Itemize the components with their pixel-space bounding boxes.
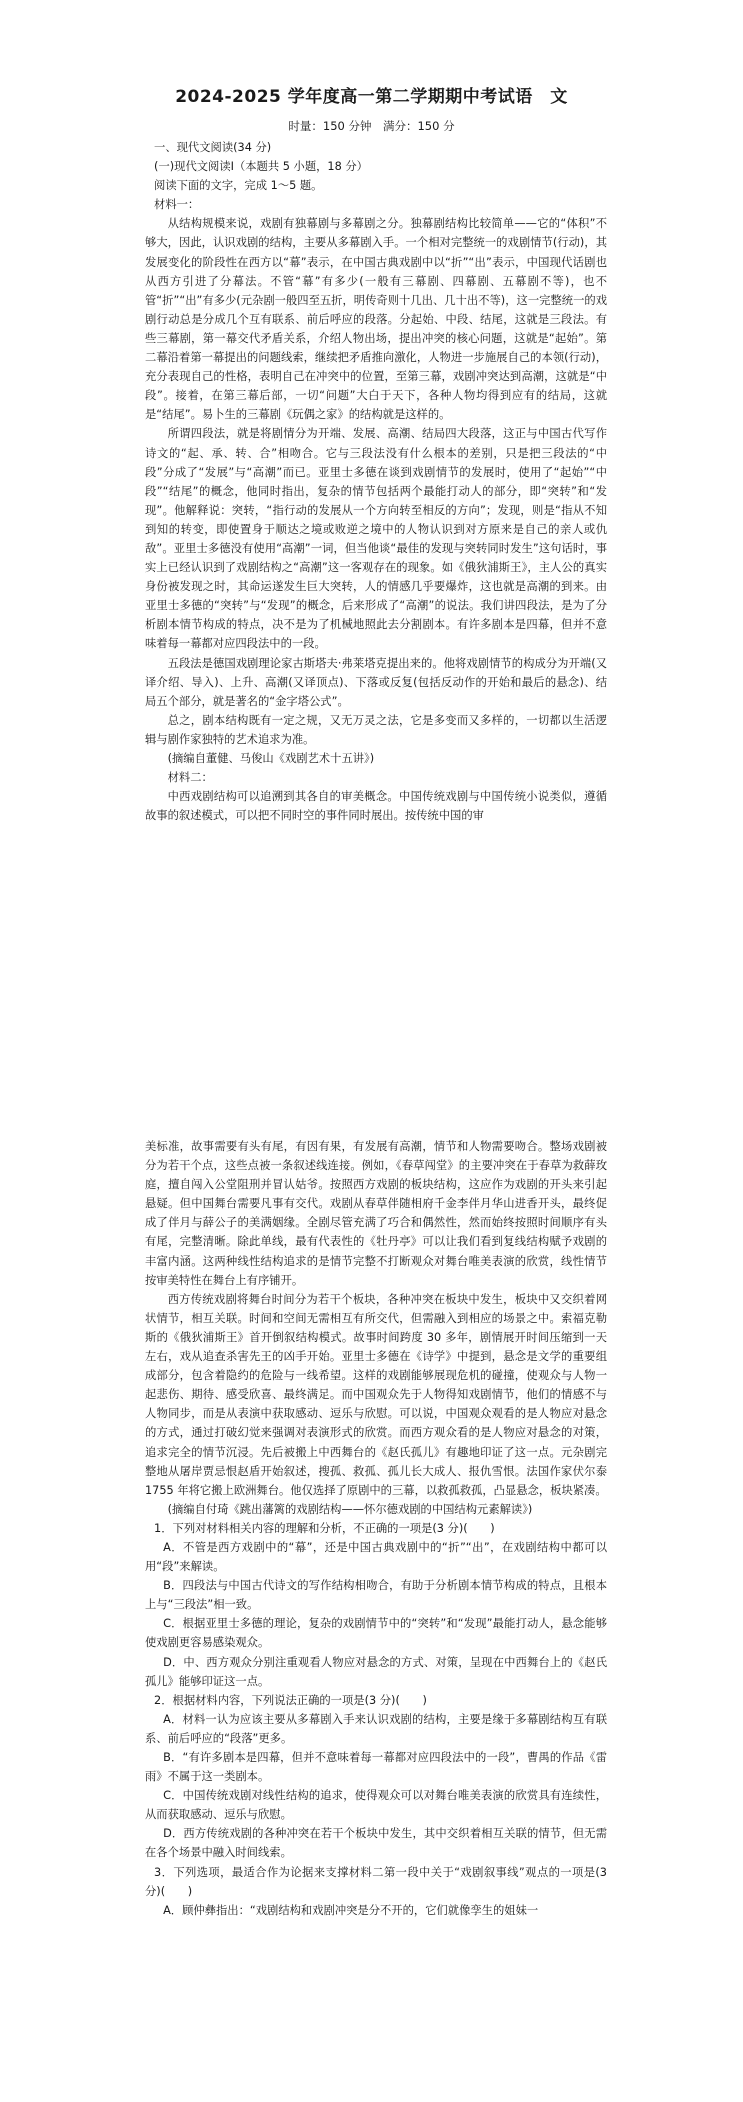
option-1c: C．根据亚里士多德的理论，复杂的戏剧情节中的“突转”和“发现”最能打动人，悬念能够使戏剧更容易感染观众。 (145, 1617, 607, 1650)
material-two-label: 材料二： (167, 771, 213, 785)
question-2: 2．根据材料内容，下列说法正确的一项是(3 分)( ) (154, 1693, 427, 1707)
option-2b: B．“有许多剧本是四幕，但并不意味着每一幕都对应四段法中的一段”，曹禺的作品《雷雨》不属于这一类剧本。 (145, 1751, 607, 1784)
option-1b: B．四段法与中国古代诗文的写作结构相吻合，有助于分析剧本情节构成的特点，且根本上与“三段法”相一致。 (145, 1579, 607, 1612)
material-one-label: 材料一： (154, 198, 200, 212)
option-3a: A．顾仲彝指出：“戏剧结构和戏剧冲突是分不开的，它们就像孪生的姐妹一 (163, 1903, 539, 1917)
option-2c: C．中国传统戏剧对线性结构的追求，使得观众可以对舞台唯美表演的欣赏具有连续性，从而获取感动、逗乐与欣慰。 (145, 1789, 607, 1822)
exam-meta: 时量：150 分钟 满分：150 分 (288, 119, 455, 133)
paragraph: 西方传统戏剧将舞台时间分为若干个板块，各种冲突在板块中发生，板块中又交织着网状情节，相互关联。时间和空间无需相互有所交代，但需融入到相应的场景之中。索福克勒斯的《俄狄浦斯王》首开倒叙结构模式。故事时间跨度 30 多年，剧情展开时间压缩到一天左右，戏从追查杀害先王的凶手开始。亚里士多德在《诗学》中提到，悬念是文学的重要组成部分，包含着隐约的危险与一线希望。这样的戏剧能够展现危机的碰撞，使观众与人物一起悲伤、期待、感受欣喜、最终满足。而中国观众先于人物得知戏剧情节，他们的情感不与人物同步，而是从表演中获取感动、逗乐与欣慰。可以说，中国观众观看的是人物应对悬念的方式，通过打破幻觉来强调对表演形式的欣赏。而西方观众看的是人物应对悬念的对策，追求完全的情节沉浸。先后被搬上中西舞台的《赵氏孤儿》有趣地印证了这一点。元杂剧完整地从屠岸贾忌恨赵盾开始叙述，搜孤、救孤、孤儿长大成人、报仇雪恨。法国作家伏尔泰 1755 年将它搬上欧洲舞台。他仅选择了原剧中的三幕，以救孤救孤，凸显悬念，板块紧凑。 (145, 1292, 607, 1497)
source-note: (摘编自付琦《跳出藩篱的戏剧结构——怀尔德戏剧的中国结构元素解读》) (167, 1502, 533, 1516)
paragraph: 五段法是德国戏剧理论家古斯塔夫·弗莱塔克提出来的。他将戏剧情节的构成分为开端(又译介绍、导入)、上升、高潮(又译顶点)、下落或反复(包括反动作的开始和最后的悬念)、结局五个部分，就是著名的“金字塔公式”。 (145, 656, 607, 708)
question-1: 1．下列对材料相关内容的理解和分析，不正确的一项是(3 分)( ) (154, 1521, 495, 1535)
exam-title: 2024-2025 学年度高一第二学期期中考试语 文 (175, 87, 568, 107)
subsection-heading: (一)现代文阅读Ⅰ（本题共 5 小题，18 分） (154, 160, 368, 174)
paragraph: 总之，剧本结构既有一定之规，又无万灵之法，它是多变而又多样的，一切都以生活逻辑与剧作家独特的艺术追求为准。 (145, 713, 607, 746)
option-2a: A．材料一认为应该主要从多幕剧入手来认识戏剧的结构，主要是缘于多幕剧结构互有联系、前后呼应的“段落”更多。 (145, 1712, 607, 1745)
paragraph: 美标准，故事需要有头有尾，有因有果，有发展有高潮，情节和人物需要吻合。整场戏剧被分为若干个点，这些点被一条叙述线连接。例如，《春草闯堂》的主要冲突在于春草为救薛玫庭，擅自闯入公堂阻刑并冒认姑爷。按照西方戏剧的板块结构，这应作为戏剧的开头来引起悬疑。但中国舞台需要凡事有交代。戏剧从春草伴随相府千金李伴月华山进香开头，最终促成了伴月与薛公子的美满姻缘。全剧尽管充满了巧合和偶然性，然而始终按照时间顺序有头有尾，完整清晰。除此单线，最有代表性的《牡丹亭》可以让我们看到复线结构赋予戏剧的丰富内涵。这两种线性结构追求的是情节完整不打断观众对舞台唯美表演的欣赏，线性情节按审美特性在舞台上有序铺开。 (145, 1140, 607, 1287)
text-column-top (145, 138, 607, 825)
paragraph: 中西戏剧结构可以追溯到其各自的审美概念。中国传统戏剧与中国传统小说类似，遵循故事的叙述模式，可以把不同时空的事件同时展出。按传统中国的审 (145, 790, 607, 823)
section-heading: 一、现代文阅读(34 分) (154, 141, 272, 154)
paragraph: 所谓四段法，就是将剧情分为开端、发展、高潮、结局四大段落，这正与中国古代写作诗文的“起、承、转、合”相吻合。它与三段法没有什么根本的差别，只是把三段法的“中段”分成了“发展”与“高潮”而已。亚里士多德在谈到戏剧情节的发展时，使用了“起始”“中段”“结尾”的概念，他同时指出，复杂的情节包括两个最能打动人的部分，即“突转”和“发现”。他解释说：突转，“指行动的发展从一个方向转至相反的方向”；发现，则是“指从不知到知的转变，即使置身于顺达之境或败逆之境中的人物认识到对方原来是自己的亲人或仇敌”。亚里士多德没有使用“高潮”一词，但当他谈“最佳的发现与突转同时发生”这句话时，事实上已经认识到了戏剧结构之“高潮”这一客观存在的现象。如《俄狄浦斯王》，主人公的真实身份被发现之时，其命运遂发生巨大突转，人的情感几乎要爆炸，这也就是高潮的到来。由亚里士多德的“突转”与“发现”的概念，后来形成了“高潮”的说法。我们讲四段法，是为了分析剧本情节构成的特点，决不是为了机械地照此去分割剧本。有许多剧本是四幕，但并不意味着每一幕都对应四段法中的一段。 (145, 427, 607, 651)
text-column-bottom (145, 1137, 607, 1920)
question-3: 3．下列选项，最适合作为论据来支撑材料二第一段中关于“戏剧叙事线”观点的一项是(3 分)( ) (145, 1865, 607, 1898)
instruction: 阅读下面的文字，完成 1～5 题。 (154, 179, 323, 193)
source-note: (摘编自董健、马俊山《戏剧艺术十五讲》) (167, 752, 375, 765)
option-1a: A．不管是西方戏剧中的“幕”，还是中国古典戏剧中的“折”“出”，在戏剧结构中都可以用“段”来解读。 (145, 1540, 607, 1574)
option-2d: D．西方传统戏剧的各种冲突在若干个板块中发生，其中交织着相互关联的情节，但无需在各个场景中融入时间线索。 (145, 1827, 607, 1860)
option-1d: D．中、西方观众分别注重观看人物应对悬念的方式、对策，呈现在中西舞台上的《赵氏孤儿》能够印证这一点。 (145, 1655, 607, 1688)
paragraph: 从结构规模来说，戏剧有独幕剧与多幕剧之分。独幕剧结构比较简单——它的“体积”不够大，因此，认识戏剧的结构，主要从多幕剧入手。一个相对完整统一的戏剧情节(行动)，其发展变化的阶段性在西方以“幕”表示，在中国古典戏剧中以“折”“出”表示，中国现代话剧也从西方引进了分幕法。不管“幕”有多少(一般有三幕剧、四幕剧、五幕剧不等)，也不管“折”“出”有多少(元杂剧一般四至五折，明传奇则十几出、几十出不等)，这一完整统一的戏剧行动总是分成几个互有联系、前后呼应的段落。分起始、中段、结尾，这就是三段法。有些三幕剧，第一幕交代矛盾关系，介绍人物出场，提出冲突的核心问题，这就是“起始”。第二幕沿着第一幕提出的问题线索，继续把矛盾推向激化，人物进一步施展自己的本领(行动)，充分表现自己的性格，表明自己在冲突中的位置，至第三幕，戏剧冲突达到高潮，这就是“中段”。接着，在第三幕后部，一切“问题”大白于天下，各种人物均得到应有的结局，这就是“结尾”。易卜生的三幕剧《玩偶之家》的结构就是这样的。 (145, 217, 607, 422)
